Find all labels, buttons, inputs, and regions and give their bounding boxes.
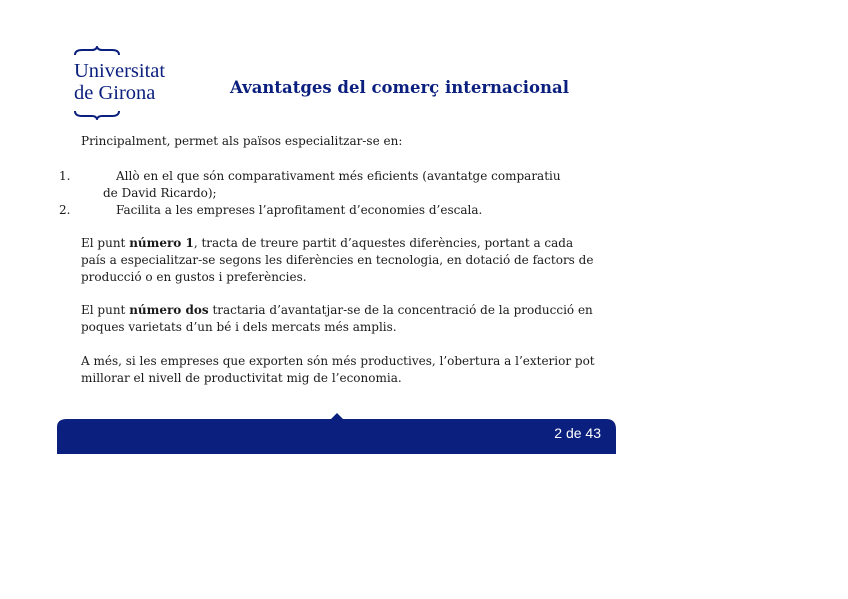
point-1-prefix: El punt	[81, 236, 130, 250]
point-2-paragraph	[81, 302, 601, 336]
closing-paragraph: A més, si les empreses que exporten són més productives, l’obertura a l’exterior pot millorar el nivell de productivitat mig de l’economia.	[81, 354, 595, 385]
list-item-1-line-1: Allò en el que són comparativament més eficients (avantatge comparatiu	[116, 169, 561, 183]
intro-paragraph: Principalment, permet als països especialitzar-se en:	[81, 134, 403, 148]
point-1-rest: , tracta de treure partit d’aquestes diferències, portant a cada país a especialitzar-se segons les diferències en tecnologia, en dotació de factors de producció o en gustos i preferències.	[81, 236, 594, 284]
point-1-paragraph	[81, 235, 601, 286]
logo-brace-bottom-icon	[74, 110, 120, 120]
point-2-prefix: El punt	[81, 303, 130, 317]
logo-brace-top-icon	[74, 46, 120, 56]
list-number-1: 1.	[59, 169, 71, 183]
point-2-rest: tractaria d’avantatjar-se de la concentració de la producció en poques varietats d’un bé i dels mercats més amplis.	[81, 303, 593, 334]
page-indicator: 2 de 43	[554, 425, 601, 441]
list-item-1-line-2: de David Ricardo);	[103, 186, 217, 200]
point-2-bold: número dos	[129, 303, 209, 317]
point-1-bold: número 1	[129, 236, 194, 250]
footer-bar	[57, 413, 616, 454]
university-logo	[74, 46, 186, 124]
list-item-2	[116, 202, 596, 219]
list-item-1	[103, 168, 596, 202]
logo-line-1: Universitat	[74, 60, 166, 82]
list-number-2: 2.	[59, 203, 71, 217]
list-item-2-line-1: Facilita a les empreses l’aprofitament d’economies d’escala.	[116, 203, 483, 217]
logo-text	[74, 60, 165, 104]
footer-bar-shape	[57, 413, 616, 454]
logo-line-2: de Girona	[74, 82, 156, 104]
slide-title: Avantatges del comerç internacional	[230, 78, 569, 97]
